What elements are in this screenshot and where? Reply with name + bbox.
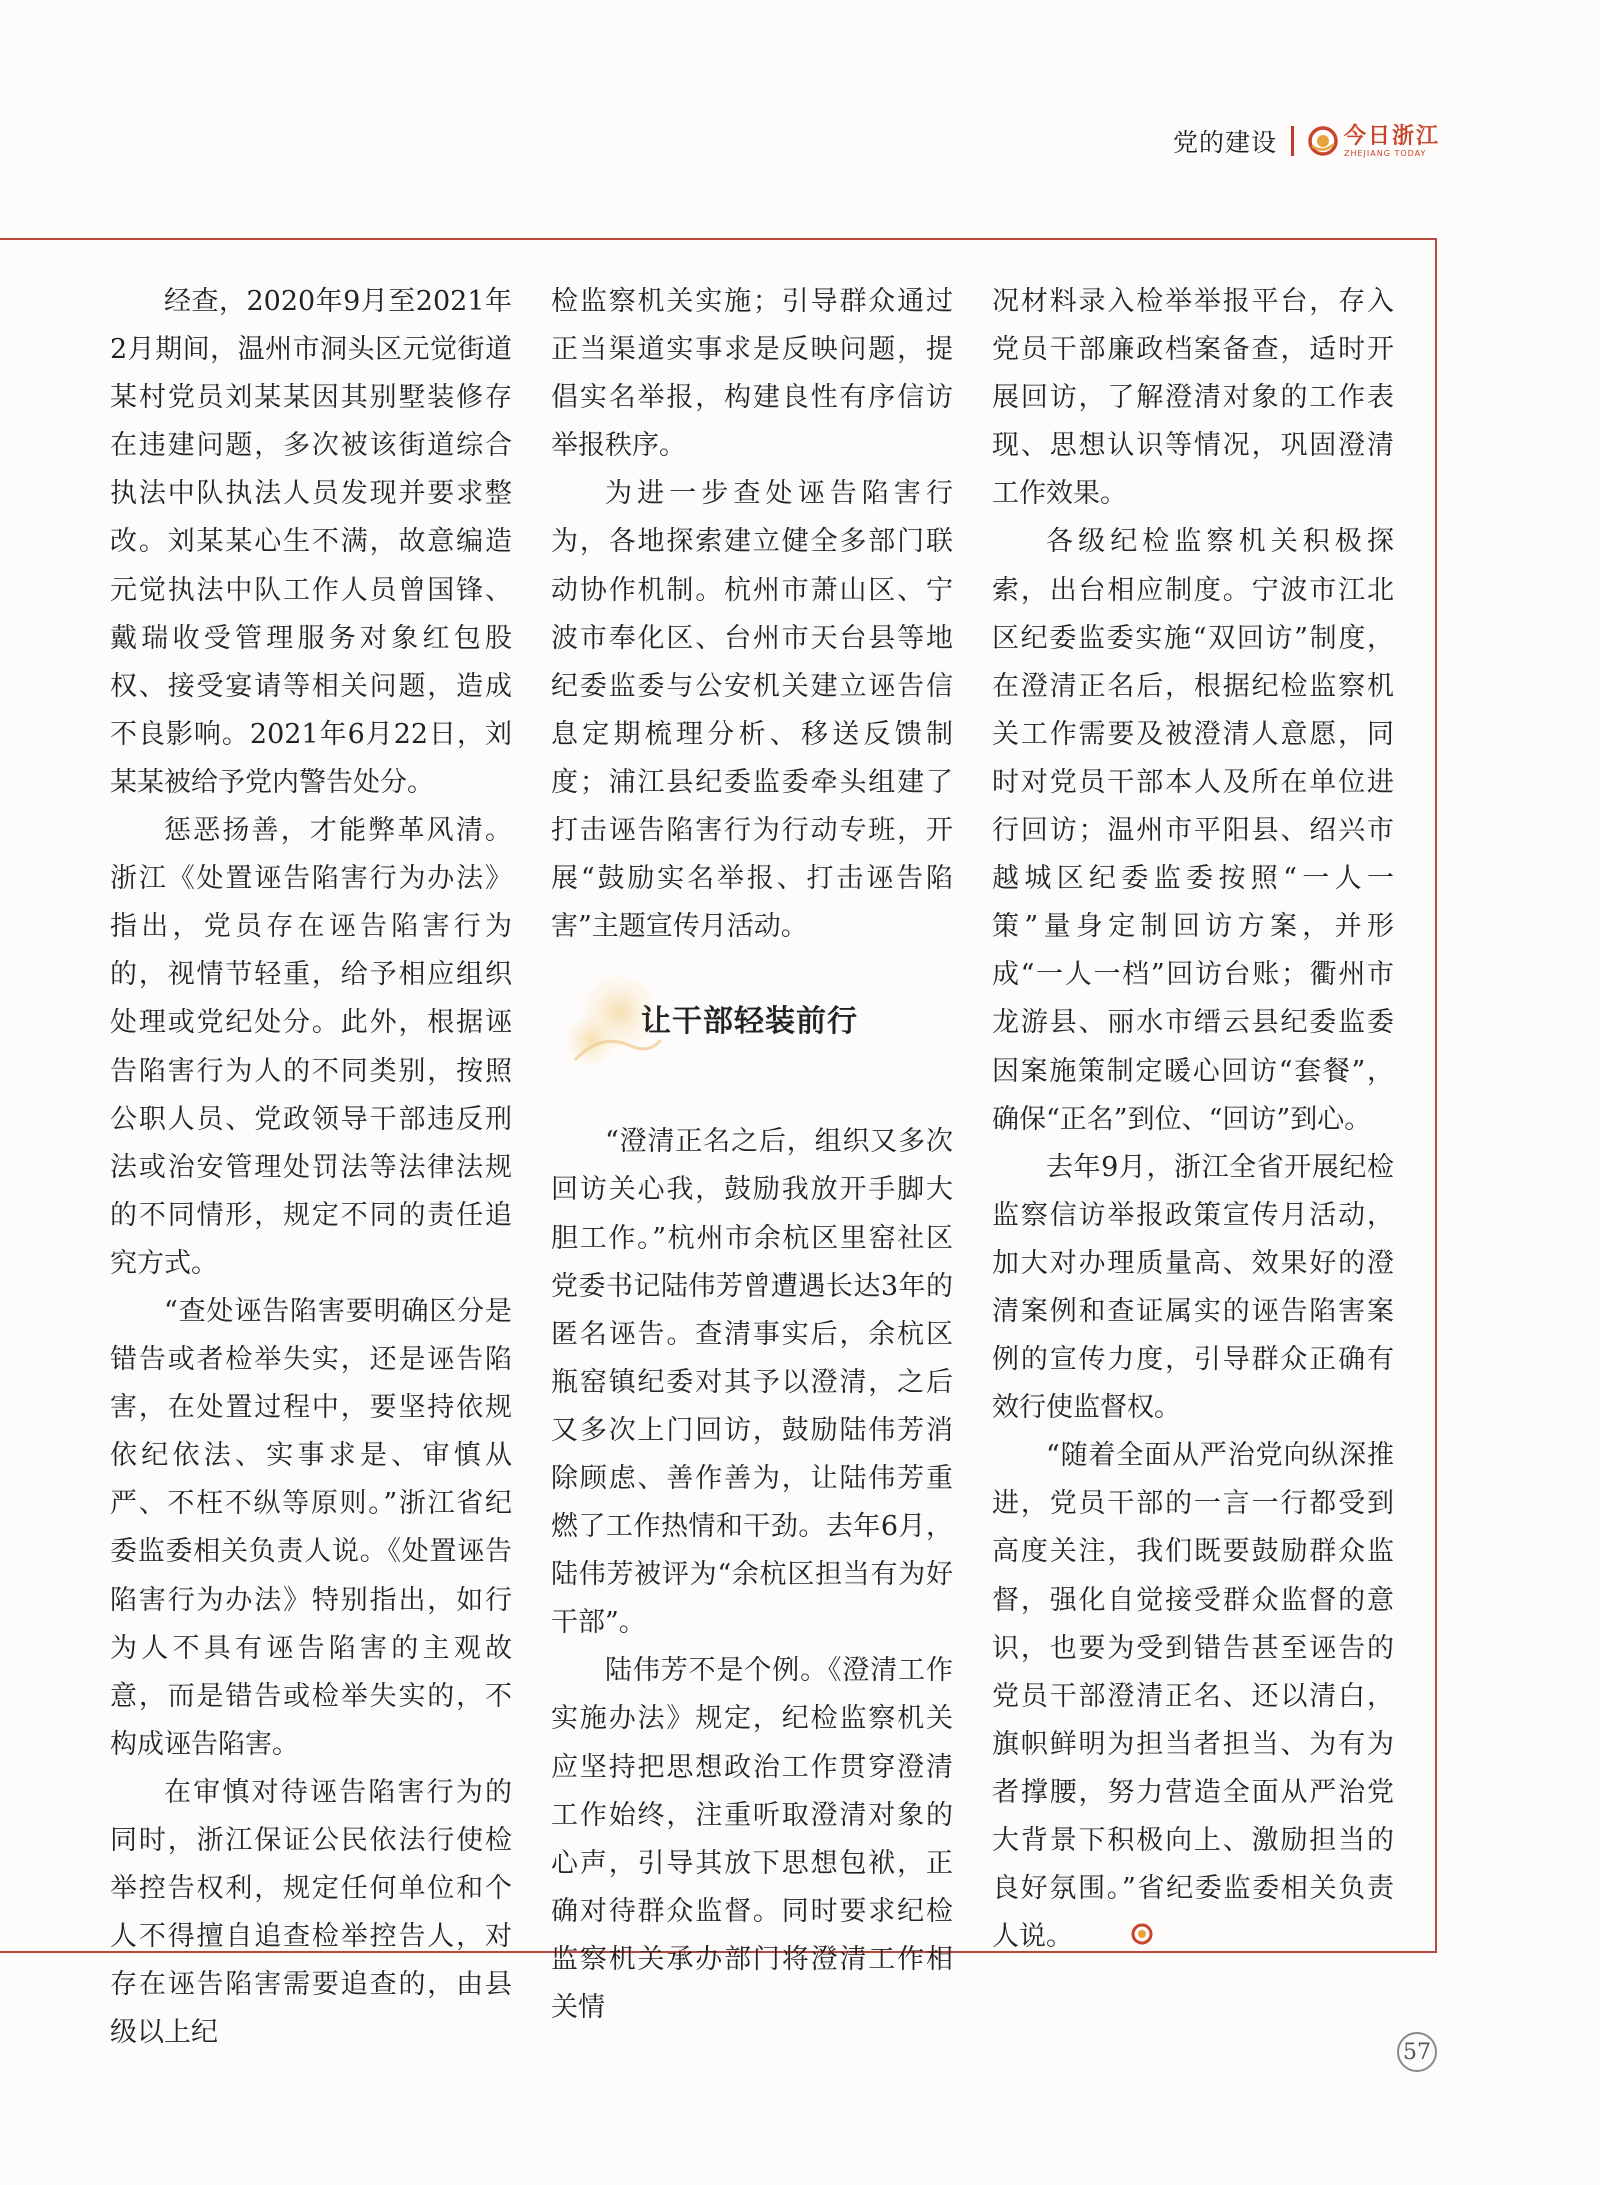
- magazine-logo: [1308, 122, 1440, 158]
- page-number: 57: [1397, 2032, 1437, 2072]
- paragraph: 经查，2020年9月至2021年2月期间，温州市洞头区元觉街道某村党员刘某某因其别墅装修存在违建问题，多次被该街道综合执法中队执法人员发现并要求整改。刘某某心生不满，故意编造元觉执法中队工作人员曾国锋、戴瑞收受管理服务对象红包股权、接受宴请等相关问题，造成不良影响。2021年6月22日，刘某某被给予党内警告处分。: [110, 286, 512, 798]
- header-divider: [1291, 126, 1294, 156]
- end-mark-icon: [1076, 1914, 1154, 1962]
- paragraph: 去年9月，浙江全省开展纪检监察信访举报政策宣传月活动，加大对办理质量高、效果好的澄清案例和查证属实的诬告陷害案例的宣传力度，引导群众正确有效行使监督权。: [992, 1151, 1394, 1424]
- paragraph-text: “随着全面从严治党向纵深推进，党员干部的一言一行都受到高度关注，我们既要鼓励群众监督，强化自觉接受群众监督的意识，也要为受到错告甚至诬告的党员干部澄清正名、还以清白，旗帜鲜明为担当者担当、为有为者撑腰，努力营造全面从严治党大背景下积极向上、激励担当的良好氛围。”省纪委监委相关负责人说。: [992, 1440, 1394, 1953]
- text-column-1: [110, 278, 512, 2057]
- paragraph: 各级纪检监察机关积极探索，出台相应制度。宁波市江北区纪委监委实施“双回访”制度，在澄清正名后，根据纪检监察机关工作需要及被澄清人意愿，同时对党员干部本人及所在单位进行回访；温州市平阳县、绍兴市越城区纪委监委按照“一人一策”量身定制回访方案，并形成“一人一档”回访台账；衢州市龙游县、丽水市缙云县纪委监委因案施策制定暖心回访“套餐”，确保“正名”到位、“回访”到心。: [992, 526, 1394, 1135]
- subheading-block: [551, 962, 953, 1088]
- paragraph: “查处诬告陷害要明确区分是错告或者检举失实，还是诬告陷害，在处置过程中，要坚持依规依纪依法、实事求是、审慎从严、不枉不纵等原则。”浙江省纪委监委相关负责人说。《处置诬告陷害行为办法》特别指出，如行为人不具有诬告陷害的主观故意，而是错告或检举失实的，不构成诬告陷害。: [110, 1295, 512, 1760]
- paragraph: 检监察机关实施；引导群众通过正当渠道实事求是反映问题，提倡实名举报，构建良性有序信访举报秩序。: [551, 286, 953, 462]
- paragraph: [992, 1432, 1394, 1961]
- text-column-3: [992, 278, 1394, 1962]
- page-header: [1173, 118, 1440, 164]
- text-column-2: [551, 278, 953, 2032]
- section-title: 党的建设: [1172, 128, 1277, 157]
- logo-english: ZHEJIANG TODAY: [1343, 148, 1427, 158]
- logo-swirl-icon: [1308, 126, 1338, 156]
- paragraph: 在审慎对待诬告陷害行为的同时，浙江保证公民依法行使检举控告权利，规定任何单位和个人不得擅自追查检举控告人，对存在诬告陷害需要追查的，由县级以上纪: [110, 1776, 512, 2049]
- paragraph: 为进一步查处诬告陷害行为，各地探索建立健全多部门联动协作机制。杭州市萧山区、宁波市奉化区、台州市天台县等地纪委监委与公安机关建立诬告信息定期梳理分析、移送反馈制度；浦江县纪委监委牵头组建了打击诬告陷害行为行动专班，开展“鼓励实名举报、打击诬告陷害”主题宣传月活动。: [551, 478, 953, 943]
- paragraph: 惩恶扬善，才能弊革风清。浙江《处置诬告陷害行为办法》指出，党员存在诬告陷害行为的，视情节轻重，给予相应组织处理或党纪处分。此外，根据诬告陷害行为人的不同类别，按照公职人员、党政领导干部违反刑法或治安管理处罚法等法律法规的不同情形，规定不同的责任追究方式。: [110, 815, 512, 1279]
- logo-chinese: 今日浙江: [1343, 122, 1440, 149]
- subheading: 让干部轻装前行: [641, 1004, 858, 1040]
- paragraph: 陆伟芳不是个例。《澄清工作实施办法》规定，纪检监察机关应坚持把思想政治工作贯穿澄清工作始终，注重听取澄清对象的心声，引导其放下思想包袱，正确对待群众监督。同时要求纪检监察机关承办部门将澄清工作相关情: [551, 1655, 953, 2023]
- paragraph: “澄清正名之后，组织又多次回访关心我，鼓励我放开手脚大胆工作。”杭州市余杭区里窑社区党委书记陆伟芳曾遭遇长达3年的匿名诬告。查清事实后，余杭区瓶窑镇纪委对其予以澄清，之后又多次上门回访，鼓励陆伟芳消除顾虑、善作善为，让陆伟芳重燃了工作热情和干劲。去年6月，陆伟芳被评为“余杭区担当有为好干部”。: [551, 1126, 953, 1639]
- paragraph: 况材料录入检举举报平台，存入党员干部廉政档案备查，适时开展回访，了解澄清对象的工作表现、思想认识等情况，巩固澄清工作效果。: [992, 286, 1394, 510]
